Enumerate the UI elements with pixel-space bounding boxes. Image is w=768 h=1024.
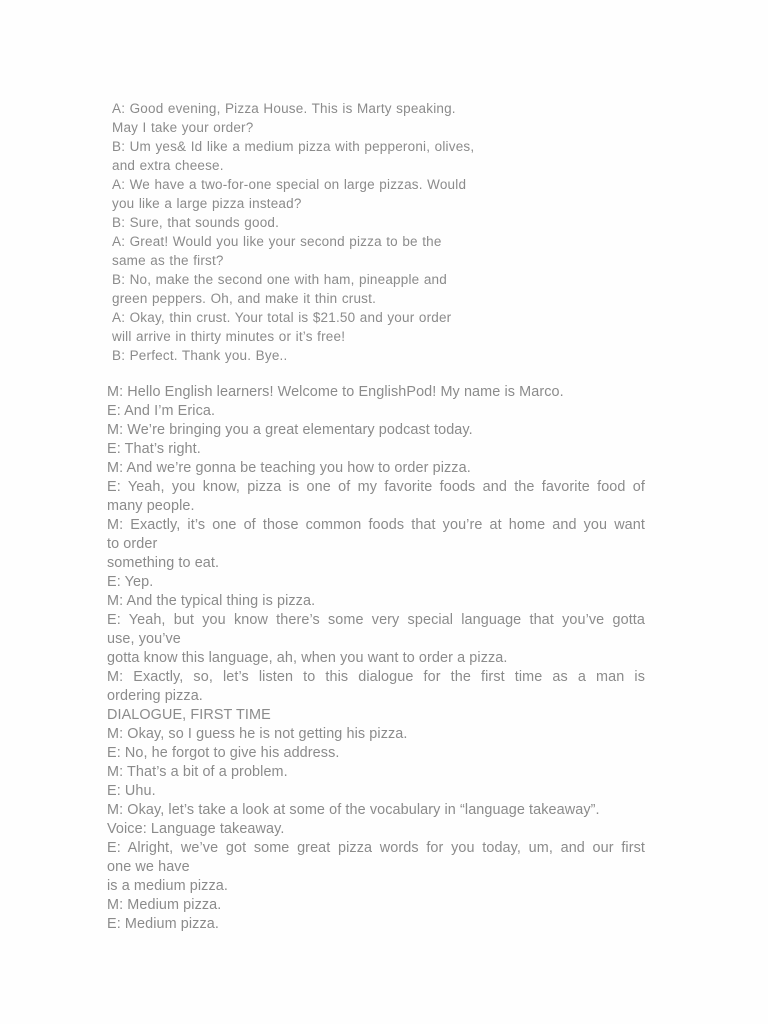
transcript-line: M: We’re bringing you a great elementary podcast today. [107,422,473,438]
transcript-line: M: Okay, so I guess he is not getting his pizza. [107,726,408,742]
podcast-transcript-block [107,383,645,934]
dialogue-line: B: Um yes& Id like a medium pizza with pepperoni, olives, [112,139,475,154]
transcript-line: M: That’s a bit of a problem. [107,764,288,780]
transcript-line: Voice: Language takeaway. [107,821,285,837]
transcript-line: M: Hello English learners! Welcome to EnglishPod! My name is Marco. [107,384,564,400]
transcript-line: ordering pizza. [107,688,203,704]
dialogue-line: May I take your order? [112,120,254,135]
dialogue-line: green peppers. Oh, and make it thin crust. [112,291,377,306]
transcript-line: M: Exactly, it’s one of those common foods that you’re at home and you want [107,517,645,533]
transcript-line: E: That’s right. [107,441,201,457]
transcript-line: E: Alright, we’ve got some great pizza words for you today, um, and our first [107,840,645,856]
transcript-line: E: Yeah, but you know there’s some very special language that you’ve gotta [107,612,645,628]
transcript-line: many people. [107,498,195,514]
dialogue-line: and extra cheese. [112,158,224,173]
transcript-line: DIALOGUE, FIRST TIME [107,707,271,723]
transcript-line: E: No, he forgot to give his address. [107,745,340,761]
dialogue-line: same as the first? [112,253,224,268]
dialogue-line: A: We have a two-for-one special on large pizzas. Would [112,177,467,192]
dialogue-line: will arrive in thirty minutes or it’s free! [112,329,346,344]
transcript-line: to order [107,536,158,552]
transcript-line: M: Medium pizza. [107,897,222,913]
transcript-line: M: And the typical thing is pizza. [107,593,316,609]
transcript-line: use, you’ve [107,631,181,647]
transcript-line: E: And I’m Erica. [107,403,216,419]
transcript-line: M: And we’re gonna be teaching you how to order pizza. [107,460,471,476]
transcript-line: E: Medium pizza. [107,916,219,932]
transcript-line: E: Yeah, you know, pizza is one of my favorite foods and the favorite food of [107,479,645,495]
transcript-line: M: Exactly, so, let’s listen to this dialogue for the first time as a man is [107,669,645,685]
dialogue-line: B: Sure, that sounds good. [112,215,280,230]
transcript-line: E: Yep. [107,574,154,590]
pizza-order-dialogue-block [112,99,475,365]
dialogue-line: A: Great! Would you like your second pizza to be the [112,234,442,249]
dialogue-line: B: Perfect. Thank you. Bye.. [112,348,288,363]
transcript-line: is a medium pizza. [107,878,228,894]
transcript-line: M: Okay, let’s take a look at some of the vocabulary in “language takeaway”. [107,802,600,818]
transcript-line: E: Uhu. [107,783,156,799]
dialogue-line: you like a large pizza instead? [112,196,302,211]
dialogue-line: A: Good evening, Pizza House. This is Marty speaking. [112,101,456,116]
dialogue-line: B: No, make the second one with ham, pineapple and [112,272,447,287]
transcript-line: one we have [107,859,190,875]
transcript-line: something to eat. [107,555,220,571]
dialogue-line: A: Okay, thin crust. Your total is $21.50 and your order [112,310,452,325]
transcript-line: gotta know this language, ah, when you want to order a pizza. [107,650,508,666]
